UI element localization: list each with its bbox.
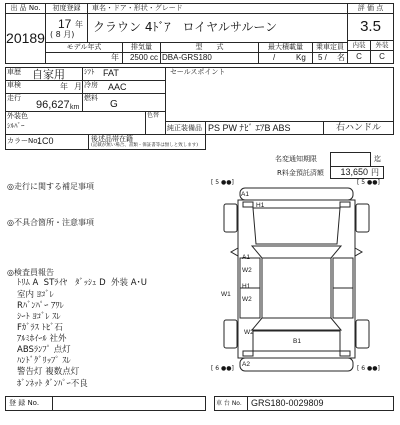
inspection-label: 車検: [7, 81, 21, 89]
name-change-box: [330, 152, 371, 167]
left-mirror: [231, 248, 238, 256]
inspection-month-unit: 月: [74, 82, 82, 91]
tire-tread-front-left: [ 5 ●●]: [211, 179, 234, 186]
capacity-value: 5 /: [318, 53, 327, 62]
color-no-value: 1C0: [37, 136, 54, 146]
capacity-label: 乗車定員: [316, 43, 344, 51]
chassis-no: GRS180-0029809: [251, 398, 324, 408]
car-name-label: 車名・ドア・形状・グレード: [92, 4, 183, 12]
mileage-notes-heading: ◎走行に関する補足事項: [7, 182, 94, 191]
recycle-label: R料金預託済額: [277, 169, 324, 177]
interior-label: 内装: [352, 41, 366, 49]
recycle-unit: 円: [371, 168, 379, 177]
car-body-diagram: [207, 178, 385, 384]
documents-label: 後述品帯在籍: [91, 135, 133, 143]
front-right-tire: [356, 204, 369, 232]
inspector-line: Rﾊﾞﾝﾊﾟｰ ｱﾜﾚ: [17, 301, 64, 311]
lot-no: 20189: [6, 30, 45, 46]
type-value: DBA-GRS180: [162, 53, 212, 62]
roof: [262, 258, 331, 318]
inspector-line: 室内 ﾖｺﾞﾚ: [17, 290, 54, 300]
inspector-line: ﾊﾝﾄﾞｸﾞﾘｯﾌﾟ ｽﾚ: [17, 356, 71, 366]
capacity-unit: 名: [337, 53, 345, 62]
inspector-line: Fｶﾞﾗｽ ﾄﾋﾞ石: [17, 323, 63, 333]
first-reg-label: 初度登録: [52, 4, 81, 12]
windshield: [252, 246, 341, 258]
car-name: クラウン 4ﾄﾞｱ ロイヤルサルーン: [93, 20, 278, 34]
inspector-line: ｼｰﾄ ﾖｺﾞﾚ ｽﾚ: [17, 312, 61, 322]
damage-mark: W1: [221, 291, 231, 298]
tire-tread-rear-left: [ 6 ●●]: [211, 365, 234, 372]
type-label: 型 式: [195, 43, 224, 51]
recycle-amount: 13,650: [340, 167, 368, 177]
inspector-heading: ◎検査員報告: [7, 268, 54, 277]
shift-value: FAT: [103, 68, 119, 78]
equipment-label: 純正装備品: [167, 124, 202, 132]
sales-point-label: セールスポイント: [170, 68, 226, 76]
load-value: /: [273, 53, 276, 62]
first-reg-year: 17: [58, 17, 72, 31]
color-change-label: 色替: [147, 112, 160, 119]
damage-mark: W2: [242, 267, 252, 274]
inspector-line: 警告灯 複数点灯: [17, 367, 80, 377]
first-reg-month: ( 8 月): [50, 30, 75, 39]
right-mirror: [355, 248, 362, 256]
damage-mark: A1: [242, 254, 250, 261]
equipment-value: PS PW ﾅﾋﾞ ｴｱB ABS: [208, 123, 291, 133]
color-value: ｼﾙﾊﾞｰ: [7, 122, 25, 130]
score: 3.5: [360, 18, 381, 35]
front-left-tire: [224, 204, 237, 232]
right-taillight: [340, 351, 350, 356]
exterior-grade: C: [379, 52, 385, 61]
damage-mark: W2: [242, 296, 252, 303]
steering-value: 右ハンドル: [335, 123, 381, 133]
rear-left-tire: [224, 320, 237, 348]
chassis-label: 車 台 No.: [216, 400, 242, 407]
tire-tread-front-right: [ 5 ●●]: [357, 179, 380, 186]
damage-mark: W2: [244, 329, 254, 336]
name-change-label: 名変通知期限: [275, 155, 317, 163]
displacement-label: 排気量: [131, 43, 152, 51]
load-unit: Kg: [296, 53, 306, 62]
fuel-value: G: [110, 99, 118, 110]
right-headlight: [340, 202, 350, 207]
model-year-label: モデル年式: [66, 43, 102, 51]
fuel-label: 燃料: [84, 94, 98, 102]
ac-label: 冷房: [84, 81, 98, 89]
model-year-value: 年: [111, 53, 119, 62]
inspector-line: ABSﾗﾝﾌﾟ 点灯: [17, 345, 71, 355]
right-front-door: [333, 258, 353, 288]
score-label: 評 価 点: [357, 4, 384, 12]
body-outline: [238, 200, 355, 358]
damage-mark: B1: [293, 338, 301, 345]
inspector-line: ｱﾙﾐﾎｲｰﾙ 社外: [17, 334, 67, 344]
hood: [253, 208, 340, 244]
damage-mark: H1: [256, 202, 265, 209]
right-rear-door: [333, 288, 353, 318]
mileage-value: 96,627: [36, 99, 70, 111]
left-taillight: [243, 351, 253, 356]
registration-value-cell: [52, 396, 206, 411]
registration-label: 登 録 No.: [9, 399, 40, 407]
load-label: 最大積載量: [268, 43, 303, 51]
first-reg-year-unit: 年: [75, 20, 83, 29]
rear-bumper: [240, 358, 353, 371]
name-change-until: 迄: [374, 155, 381, 163]
shift-label: ｼﾌﾄ: [84, 68, 95, 76]
damage-mark: H1: [242, 283, 251, 290]
history-value: 自家用: [32, 68, 65, 81]
front-bumper: [240, 188, 353, 200]
displacement-value: 2500 cc: [129, 53, 158, 62]
ac-value: AAC: [108, 82, 127, 92]
history-label: 車歴: [7, 68, 21, 76]
mileage-label: 走行: [7, 94, 21, 102]
mileage-unit: km: [70, 104, 80, 111]
tire-tread-rear-right: [ 6 ●●]: [357, 365, 380, 372]
defects-heading: ◎不具合箇所・注意事項: [7, 218, 94, 227]
lot-no-label: 出 品 No.: [10, 4, 41, 12]
inspector-line: ﾎﾞﾝﾈｯﾄ ﾀﾞﾝﾊﾟｰ不良: [17, 379, 88, 389]
exterior-label: 外装: [375, 41, 389, 49]
documents-note: (記載が無い場合、書類・保証書等は無しと致します): [91, 143, 199, 148]
inspector-line: ﾄﾘﾑ A STﾗｲﾔ ﾀﾞｯｼｭ D 外装 A･U: [17, 278, 148, 288]
color-no-label: カラーNo.: [7, 137, 40, 145]
color-label: 外装色: [7, 112, 28, 120]
interior-grade: C: [356, 52, 362, 61]
left-headlight: [243, 202, 253, 207]
inspection-year-unit: 年: [60, 82, 68, 91]
rear-right-tire: [356, 320, 369, 348]
rear-window: [252, 318, 341, 330]
damage-mark: A2: [242, 361, 250, 368]
damage-mark: A1: [241, 191, 249, 198]
